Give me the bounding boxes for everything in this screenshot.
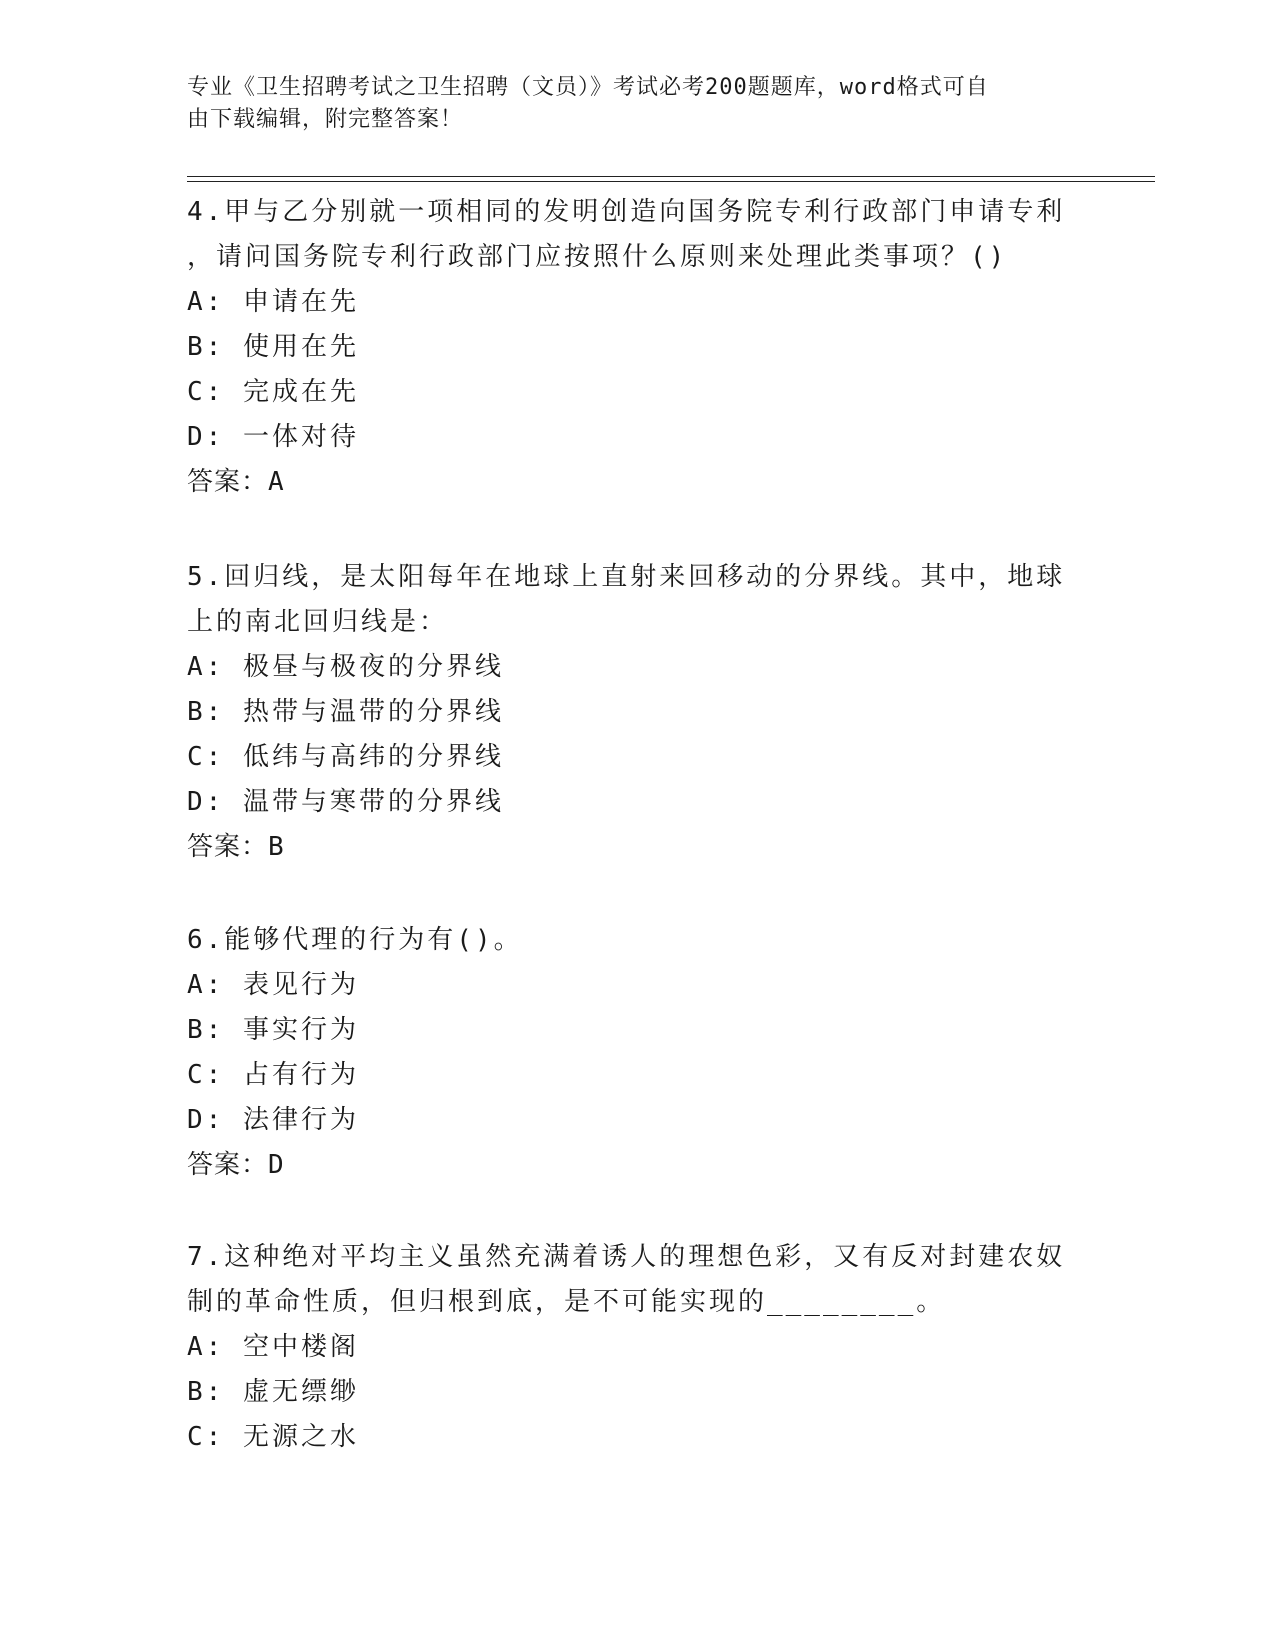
option-d: D: 一体对待 [187, 422, 359, 452]
header-rule-bottom [187, 181, 1155, 182]
question-stem-line: 6.能够代理的行为有()。 [187, 925, 523, 955]
answer: 答案：D [187, 1150, 285, 1180]
option-b: B: 使用在先 [187, 332, 359, 362]
document-header [187, 72, 1067, 136]
option-c: C: 完成在先 [187, 377, 359, 407]
answer: 答案：B [187, 832, 285, 862]
option-c: C: 低纬与高纬的分界线 [187, 742, 504, 772]
option-b: B: 虚无缥缈 [187, 1377, 359, 1407]
option-d: D: 温带与寒带的分界线 [187, 787, 504, 817]
option-b: B: 事实行为 [187, 1015, 359, 1045]
option-d: D: 法律行为 [187, 1105, 359, 1135]
header-rule-top [187, 176, 1155, 177]
question-4 [187, 190, 1067, 505]
option-c: C: 无源之水 [187, 1422, 359, 1452]
question-stem-line: ，请问国务院专利行政部门应按照什么原则来处理此类事项？() [187, 242, 1008, 272]
option-a: A: 表见行为 [187, 970, 359, 1000]
header-line-2: 由下载编辑，附完整答案！ [187, 107, 464, 132]
question-stem-line: 7.这种绝对平均主义虽然充满着诱人的理想色彩，又有反对封建农奴 [187, 1242, 1066, 1272]
question-stem-line: 4.甲与乙分别就一项相同的发明创造向国务院专利行政部门申请专利 [187, 197, 1066, 227]
question-stem-line: 制的革命性质，但归根到底，是不可能实现的________。 [187, 1287, 946, 1317]
option-a: A: 申请在先 [187, 287, 359, 317]
header-line-1: 专业《卫生招聘考试之卫生招聘（文员）》考试必考200题题库，word格式可自 [187, 75, 989, 100]
question-stem-line: 上的南北回归线是： [187, 607, 449, 637]
option-c: C: 占有行为 [187, 1060, 359, 1090]
answer: 答案：A [187, 467, 285, 497]
question-stem-line: 5.回归线，是太阳每年在地球上直射来回移动的分界线。其中，地球 [187, 562, 1066, 592]
option-b: B: 热带与温带的分界线 [187, 697, 504, 727]
option-a: A: 极昼与极夜的分界线 [187, 652, 504, 682]
option-a: A: 空中楼阁 [187, 1332, 359, 1362]
question-5 [187, 555, 1067, 870]
question-6 [187, 918, 1067, 1188]
question-7 [187, 1235, 1067, 1460]
